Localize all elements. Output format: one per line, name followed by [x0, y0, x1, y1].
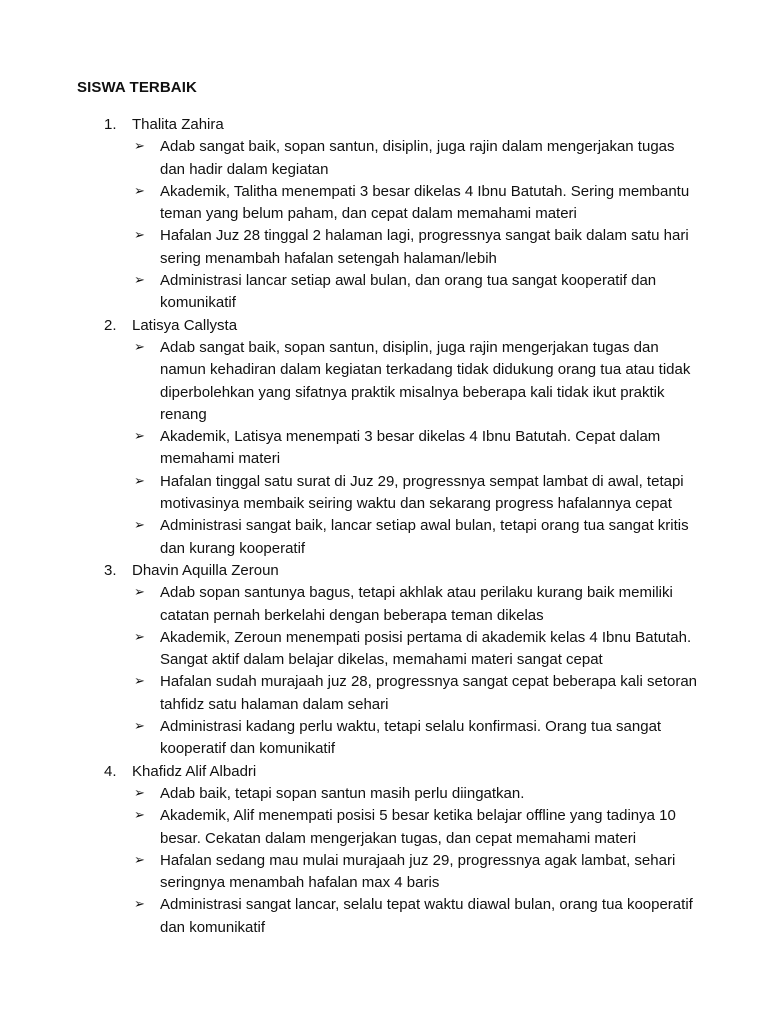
note-text: Hafalan Juz 28 tinggal 2 halaman lagi, progressnya sangat baik dalam satu hari sering menambah hafalan setengah halaman/lebih	[160, 227, 689, 267]
student-note	[0, 783, 768, 805]
note-text: Adab baik, tetapi sopan santun masih perlu diingatkan.	[160, 784, 525, 802]
note-text: Akademik, Latisya menempati 3 besar dikelas 4 Ibnu Batutah. Cepat dalam memahami materi	[160, 428, 661, 468]
arrow-bullet-icon: ➢	[134, 228, 145, 244]
student-note	[0, 716, 768, 761]
arrow-bullet-icon: ➢	[134, 808, 145, 824]
note-text: Administrasi kadang perlu waktu, tetapi selalu konfirmasi. Orang tua sangat kooperatif dan komunikatif	[160, 718, 662, 758]
student-note	[0, 582, 768, 627]
arrow-bullet-icon: ➢	[134, 139, 145, 155]
note-text: Hafalan tinggal satu surat di Juz 29, progressnya sempat lambat di awal, tetapi motivasinya membaik seiring waktu dan sekarang progress hafalannya cepat	[160, 472, 684, 513]
student-entry	[0, 761, 768, 939]
student-notes	[0, 136, 768, 314]
student-note	[0, 426, 768, 471]
student-heading	[0, 560, 768, 582]
student-number: 2.	[104, 316, 117, 334]
arrow-bullet-icon: ➢	[134, 518, 145, 534]
note-text: Adab sangat baik, sopan santun, disiplin, juga rajin mengerjakan tugas dan namun kehadiran dalam kegiatan terkadang tidak didukung orang tua atau tidak diperbolehkan yang sifatnya praktik misalnya beberapa kali tidak ikut praktik renang	[160, 338, 691, 423]
student-name: Khafidz Alif Albadri	[132, 762, 257, 780]
arrow-bullet-icon: ➢	[134, 339, 145, 355]
student-notes	[0, 582, 768, 760]
student-heading	[0, 315, 768, 337]
arrow-bullet-icon: ➢	[134, 785, 145, 801]
student-entry	[0, 114, 768, 315]
student-note	[0, 515, 768, 560]
student-notes	[0, 337, 768, 560]
arrow-bullet-icon: ➢	[134, 629, 145, 645]
arrow-bullet-icon: ➢	[134, 429, 145, 445]
arrow-bullet-icon: ➢	[134, 585, 145, 601]
student-note	[0, 850, 768, 895]
arrow-bullet-icon: ➢	[134, 674, 145, 690]
arrow-bullet-icon: ➢	[134, 273, 145, 289]
note-text: Administrasi sangat lancar, selalu tepat waktu diawal bulan, orang tua kooperatif dan komunikatif	[160, 896, 693, 936]
note-text: Hafalan sedang mau mulai murajaah juz 29, progressnya agak lambat, sehari seringnya menambah hafalan max 4 baris	[160, 851, 676, 892]
student-note	[0, 270, 768, 315]
student-note	[0, 225, 768, 270]
note-text: Akademik, Alif menempati posisi 5 besar ketika belajar offline yang tadinya 10 besar. Cekatan dalam mengerjakan tugas, dan cepat memahami materi	[160, 807, 676, 847]
note-text: Administrasi lancar setiap awal bulan, dan orang tua sangat kooperatif dan komunikatif	[160, 272, 657, 312]
note-text: Adab sangat baik, sopan santun, disiplin, juga rajin dalam mengerjakan tugas dan hadir dalam kegiatan	[160, 138, 675, 178]
note-text: Adab sopan santunya bagus, tetapi akhlak atau perilaku kurang baik memiliki catatan pernah berkelahi dengan beberapa teman dikelas	[160, 584, 673, 624]
student-note	[0, 894, 768, 939]
student-note	[0, 471, 768, 516]
student-note	[0, 136, 768, 181]
document-title: SISWA TERBAIK	[77, 79, 197, 96]
student-name: Thalita Zahira	[132, 116, 224, 133]
student-heading	[0, 761, 768, 783]
student-number: 3.	[104, 561, 117, 579]
student-list	[0, 114, 768, 939]
note-text: Hafalan sudah murajaah juz 28, progressnya sangat cepat beberapa kali setoran tahfidz satu halaman dalam sehari	[160, 673, 698, 713]
arrow-bullet-icon: ➢	[134, 473, 145, 489]
student-note	[0, 805, 768, 850]
note-text: Akademik, Zeroun menempati posisi pertama di akademik kelas 4 Ibnu Batutah. Sangat aktif dalam belajar dikelas, memahami materi sangat cepat	[160, 628, 692, 669]
student-note	[0, 627, 768, 672]
arrow-bullet-icon: ➢	[134, 183, 145, 199]
student-number: 1.	[104, 116, 117, 133]
student-note	[0, 181, 768, 226]
note-text: Akademik, Talitha menempati 3 besar dikelas 4 Ibnu Batutah. Sering membantu teman yang belum paham, dan cepat dalam memahami materi	[160, 182, 690, 223]
student-number: 4.	[104, 762, 117, 780]
student-note	[0, 337, 768, 426]
student-entry	[0, 560, 768, 761]
arrow-bullet-icon: ➢	[134, 719, 145, 735]
arrow-bullet-icon: ➢	[134, 852, 145, 868]
arrow-bullet-icon: ➢	[134, 897, 145, 913]
note-text: Administrasi sangat baik, lancar setiap awal bulan, tetapi orang tua sangat kritis dan kurang kooperatif	[160, 517, 689, 557]
student-entry	[0, 315, 768, 560]
student-notes	[0, 783, 768, 939]
student-heading	[0, 114, 768, 136]
student-name: Latisya Callysta	[132, 316, 238, 334]
student-name: Dhavin Aquilla Zeroun	[132, 561, 279, 579]
student-note	[0, 671, 768, 716]
